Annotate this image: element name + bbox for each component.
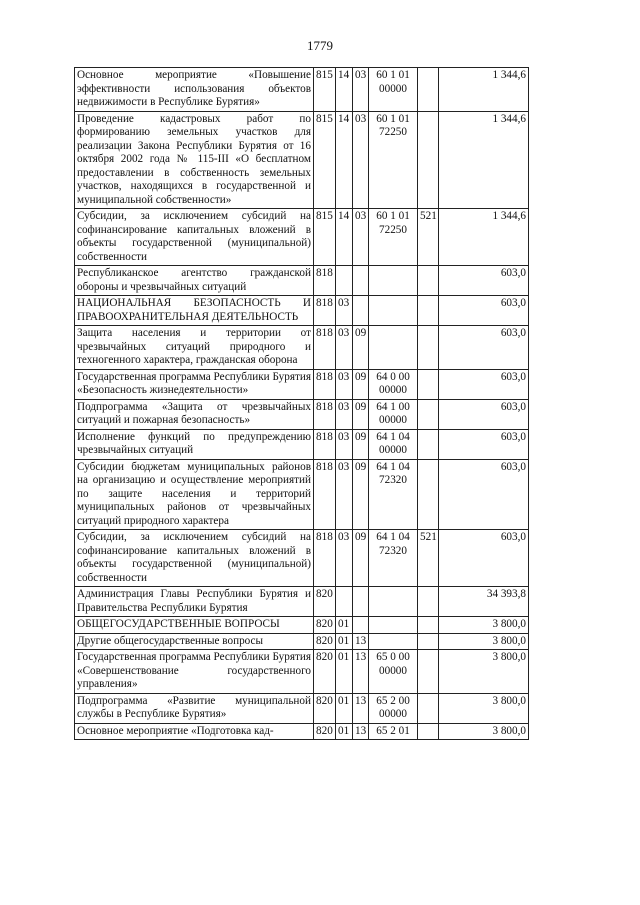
row-name: Подпрограмма «Защита от чрезвычайных ситуаций и пожарная безопасность» [75, 399, 314, 429]
row-section: 03 [336, 326, 353, 370]
row-expense-type [418, 587, 439, 617]
row-section: 03 [336, 530, 353, 587]
row-article: 65 2 00 00000 [369, 693, 418, 723]
row-sum: 3 800,0 [439, 693, 529, 723]
table-row [75, 723, 529, 740]
row-sum: 603,0 [439, 429, 529, 459]
row-article: 64 1 04 72320 [369, 459, 418, 530]
row-code: 818 [314, 266, 336, 296]
table-row [75, 530, 529, 587]
row-name: Основное мероприятие «Повышение эффективности использования объектов недвижимости в Республике Бурятия» [75, 68, 314, 112]
row-section: 01 [336, 723, 353, 740]
row-subsection: 03 [353, 111, 369, 209]
page-number: 1779 [307, 38, 333, 53]
table-row [75, 209, 529, 266]
row-sum: 1 344,6 [439, 209, 529, 266]
row-expense-type: 521 [418, 209, 439, 266]
row-subsection: 13 [353, 650, 369, 694]
row-article [369, 326, 418, 370]
row-expense-type [418, 617, 439, 634]
row-name: Субсидии, за исключением субсидий на софинансирование капитальных вложений в объекты государственной (муниципальной) собственности [75, 209, 314, 266]
row-expense-type [418, 429, 439, 459]
row-section: 14 [336, 68, 353, 112]
row-sum: 3 800,0 [439, 650, 529, 694]
row-subsection: 09 [353, 429, 369, 459]
table-row [75, 429, 529, 459]
row-expense-type [418, 650, 439, 694]
row-subsection: 13 [353, 723, 369, 740]
row-article [369, 633, 418, 650]
row-section: 01 [336, 650, 353, 694]
table-row [75, 459, 529, 530]
row-sum: 603,0 [439, 296, 529, 326]
row-code: 818 [314, 429, 336, 459]
row-code: 818 [314, 296, 336, 326]
row-sum: 3 800,0 [439, 617, 529, 634]
row-sum: 3 800,0 [439, 633, 529, 650]
row-code: 815 [314, 68, 336, 112]
row-name: Субсидии, за исключением субсидий на софинансирование капитальных вложений в объекты государственной (муниципальной) собственности [75, 530, 314, 587]
row-expense-type [418, 296, 439, 326]
row-article [369, 266, 418, 296]
row-sum: 603,0 [439, 369, 529, 399]
row-section: 03 [336, 296, 353, 326]
row-section: 01 [336, 693, 353, 723]
row-name: ОБЩЕГОСУДАРСТВЕННЫЕ ВОПРОСЫ [75, 617, 314, 634]
row-subsection [353, 266, 369, 296]
row-sum: 603,0 [439, 399, 529, 429]
budget-table [74, 67, 529, 740]
row-expense-type [418, 693, 439, 723]
row-section [336, 266, 353, 296]
row-name: Администрация Главы Республики Бурятия и Правительства Республики Бурятия [75, 587, 314, 617]
row-subsection [353, 587, 369, 617]
row-code: 818 [314, 399, 336, 429]
row-expense-type [418, 111, 439, 209]
row-expense-type [418, 369, 439, 399]
table-row [75, 326, 529, 370]
row-article [369, 296, 418, 326]
row-section: 14 [336, 111, 353, 209]
row-code: 820 [314, 723, 336, 740]
row-expense-type [418, 633, 439, 650]
table-row [75, 650, 529, 694]
row-article: 65 2 01 [369, 723, 418, 740]
row-article: 64 0 00 00000 [369, 369, 418, 399]
row-section: 03 [336, 399, 353, 429]
row-subsection: 09 [353, 369, 369, 399]
row-name: Защита населения и территории от чрезвычайных ситуаций природного и техногенного характера, гражданская оборона [75, 326, 314, 370]
row-sum: 3 800,0 [439, 723, 529, 740]
row-name: Проведение кадастровых работ по формированию земельных участков для реализации Закона Республики Бурятия от 16 октября 2002 года № 115-III «О бесплатном предоставлении в собственность земельных участков, находящихся в государственной и муниципальной собственности» [75, 111, 314, 209]
row-expense-type [418, 266, 439, 296]
table-row [75, 617, 529, 634]
row-name: Основное мероприятие «Подготовка кад- [75, 723, 314, 740]
row-section: 14 [336, 209, 353, 266]
row-subsection: 13 [353, 693, 369, 723]
row-name: Государственная программа Республики Бурятия «Безопасность жизнедеятельности» [75, 369, 314, 399]
row-expense-type [418, 68, 439, 112]
row-name: Другие общегосударственные вопросы [75, 633, 314, 650]
row-subsection: 09 [353, 530, 369, 587]
row-name: Государственная программа Республики Бурятия «Совершенствование государственного управления» [75, 650, 314, 694]
table-row [75, 369, 529, 399]
row-code: 815 [314, 111, 336, 209]
row-expense-type [418, 399, 439, 429]
row-subsection: 03 [353, 209, 369, 266]
row-subsection [353, 617, 369, 634]
row-section: 01 [336, 617, 353, 634]
row-expense-type [418, 723, 439, 740]
row-sum: 603,0 [439, 266, 529, 296]
row-sum: 34 393,8 [439, 587, 529, 617]
row-sum: 603,0 [439, 326, 529, 370]
row-section: 03 [336, 459, 353, 530]
row-article [369, 617, 418, 634]
row-code: 820 [314, 693, 336, 723]
row-article: 64 1 04 00000 [369, 429, 418, 459]
row-code: 818 [314, 530, 336, 587]
row-code: 820 [314, 587, 336, 617]
row-code: 820 [314, 633, 336, 650]
row-article: 64 1 04 72320 [369, 530, 418, 587]
table-row [75, 111, 529, 209]
table-row [75, 266, 529, 296]
row-subsection: 13 [353, 633, 369, 650]
row-expense-type: 521 [418, 530, 439, 587]
row-code: 818 [314, 459, 336, 530]
row-code: 820 [314, 650, 336, 694]
row-code: 818 [314, 369, 336, 399]
row-code: 818 [314, 326, 336, 370]
row-expense-type [418, 459, 439, 530]
row-article: 64 1 00 00000 [369, 399, 418, 429]
row-subsection [353, 296, 369, 326]
table-row [75, 693, 529, 723]
row-sum: 603,0 [439, 459, 529, 530]
row-article: 60 1 01 00000 [369, 68, 418, 112]
row-section [336, 587, 353, 617]
row-sum: 603,0 [439, 530, 529, 587]
row-name: Субсидии бюджетам муниципальных районов на организацию и осуществление мероприятий по защите населения и территорий муниципальных районов от чрезвычайных ситуаций природного характера [75, 459, 314, 530]
row-name: Подпрограмма «Развитие муниципальной службы в Республике Бурятия» [75, 693, 314, 723]
row-name: Республиканское агентство гражданской обороны и чрезвычайных ситуаций [75, 266, 314, 296]
table-row [75, 68, 529, 112]
row-article [369, 587, 418, 617]
table-row [75, 399, 529, 429]
row-sum: 1 344,6 [439, 68, 529, 112]
table-row [75, 296, 529, 326]
row-subsection: 09 [353, 399, 369, 429]
row-expense-type [418, 326, 439, 370]
row-article: 60 1 01 72250 [369, 111, 418, 209]
row-subsection: 09 [353, 459, 369, 530]
row-name: Исполнение функций по предупреждению чрезвычайных ситуаций [75, 429, 314, 459]
row-section: 03 [336, 429, 353, 459]
table-row [75, 633, 529, 650]
row-name: НАЦИОНАЛЬНАЯ БЕЗОПАСНОСТЬ И ПРАВООХРАНИТЕЛЬНАЯ ДЕЯТЕЛЬНОСТЬ [75, 296, 314, 326]
row-code: 820 [314, 617, 336, 634]
row-code: 815 [314, 209, 336, 266]
row-sum: 1 344,6 [439, 111, 529, 209]
row-section: 03 [336, 369, 353, 399]
row-article: 60 1 01 72250 [369, 209, 418, 266]
row-article: 65 0 00 00000 [369, 650, 418, 694]
row-subsection: 09 [353, 326, 369, 370]
row-subsection: 03 [353, 68, 369, 112]
row-section: 01 [336, 633, 353, 650]
table-row [75, 587, 529, 617]
